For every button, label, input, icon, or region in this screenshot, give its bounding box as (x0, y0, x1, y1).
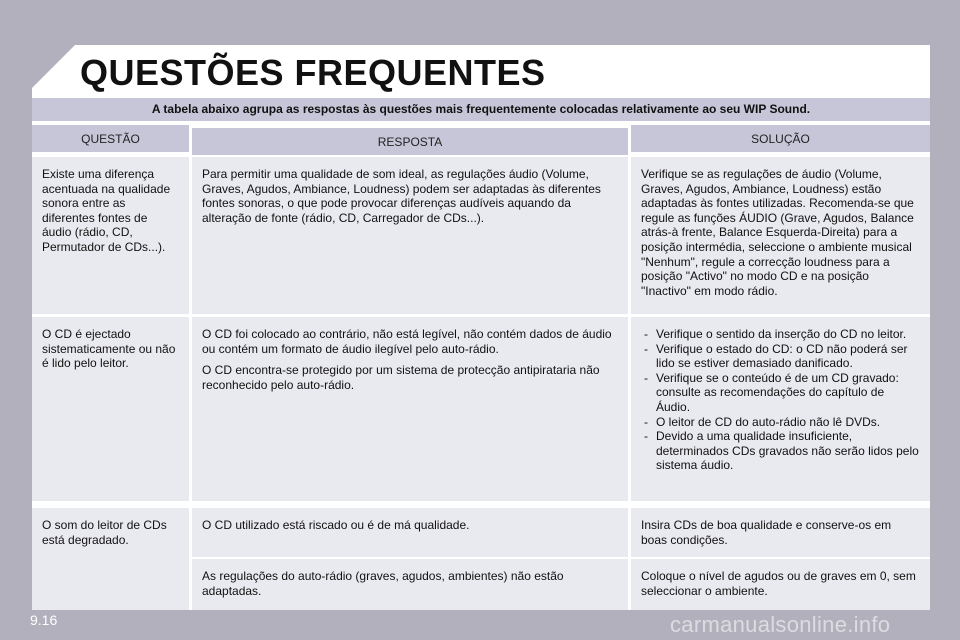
subtitle: A tabela abaixo agrupa as respostas às questões mais frequentemente colocadas relativamente ao seu WIP Sound. (151, 102, 811, 116)
row3-answer-b-text: As regulações do auto-rádio (graves, agudos, ambientes) não estão adaptadas. (202, 569, 564, 598)
row1-answer-text: Para permitir uma qualidade de som ideal, as regulações áudio (Volume, Graves, Agudos, Ambiance, Loudness) podem ser adaptadas às diferentes fontes sonoras, o que pode provocar diferenças audíveis aquando da alteração de fonte (rádio, CD, Carregador de CDs...). (202, 167, 601, 225)
row2-answer-p1: O CD foi colocado ao contrário, não está legível, não contém dados de áudio ou contém um formato de áudio ilegível pelo auto-rádio. (202, 327, 612, 356)
header-solution (631, 125, 930, 152)
row2-solution (631, 317, 930, 501)
header-answer-label: RESPOSTA (377, 134, 443, 149)
row1-solution (631, 157, 930, 314)
list-item: - O leitor de CD do auto-rádio não lê DVDs. (641, 415, 920, 430)
row3-answer-b (192, 559, 628, 610)
row3-solution-a (631, 508, 930, 557)
list-item: - Verifique se o conteúdo é de um CD gravado: consulte as recomendações do capítulo de Áudio. (641, 371, 920, 415)
row2-answer-p2: O CD encontra-se protegido por um sistema de protecção antipirataria não reconhecido pelo auto-rádio. (202, 363, 600, 392)
row2-question-text: O CD é ejectado sistematicamente ou não é lido pelo leitor. (42, 327, 176, 371)
row2-question (32, 317, 189, 501)
header-question-label: QUESTÃO (81, 131, 140, 146)
row3-question (32, 508, 189, 610)
row3-answer-a (192, 508, 628, 557)
page-title: QUESTÕES FREQUENTES (80, 52, 546, 93)
row3-solution-b-text: Coloque o nível de agudos ou de graves em 0, sem seleccionar o ambiente. (641, 569, 916, 598)
header-answer (192, 128, 628, 155)
row1-question-text: Existe uma diferença acentuada na qualidade sonora entre as diferentes fontes de áudio (rádio, CD, Permutador de CDs...). (42, 167, 171, 254)
row2-solution-list (641, 327, 920, 473)
row3-solution-b (631, 559, 930, 610)
row1-question (32, 157, 189, 314)
row1-answer (192, 157, 628, 314)
row3-question-text: O som do leitor de CDs está degradado. (42, 518, 167, 547)
list-item: - Verifique o sentido da inserção do CD no leitor. (641, 327, 920, 342)
row3-answer-a-text: O CD utilizado está riscado ou é de má qualidade. (202, 518, 470, 532)
row1-solution-text: Verifique se as regulações de áudio (Volume, Graves, Agudos, Ambiance, Loudness) estão adaptadas às fontes utilizadas. Recomenda-se que regule as funções ÁUDIO (Grave, Agudos, Balance atrás-à frente, Balance Esquerda-Direita) para a posição intermédia, seleccione o ambiente musical "Nenhum", regule a correcção loudness para a posição "Activo" no modo CD e na posição "Inactivo" em modo rádio. (641, 167, 914, 298)
header-solution-label: SOLUÇÃO (751, 131, 810, 146)
list-item: - Verifique o estado do CD: o CD não poderá ser lido se estiver demasiado danificado. (641, 342, 920, 371)
page-number: 9.16 (30, 612, 58, 628)
watermark: carmanualsonline.info (670, 612, 891, 637)
subtitle-bar (32, 98, 930, 121)
list-item: - Devido a uma qualidade insuficiente, determinados CDs gravados não serão lidos pelo sistema áudio. (641, 429, 920, 473)
row2-answer (192, 317, 628, 501)
header-question (32, 125, 189, 152)
row3-solution-a-text: Insira CDs de boa qualidade e conserve-os em boas condições. (641, 518, 892, 547)
